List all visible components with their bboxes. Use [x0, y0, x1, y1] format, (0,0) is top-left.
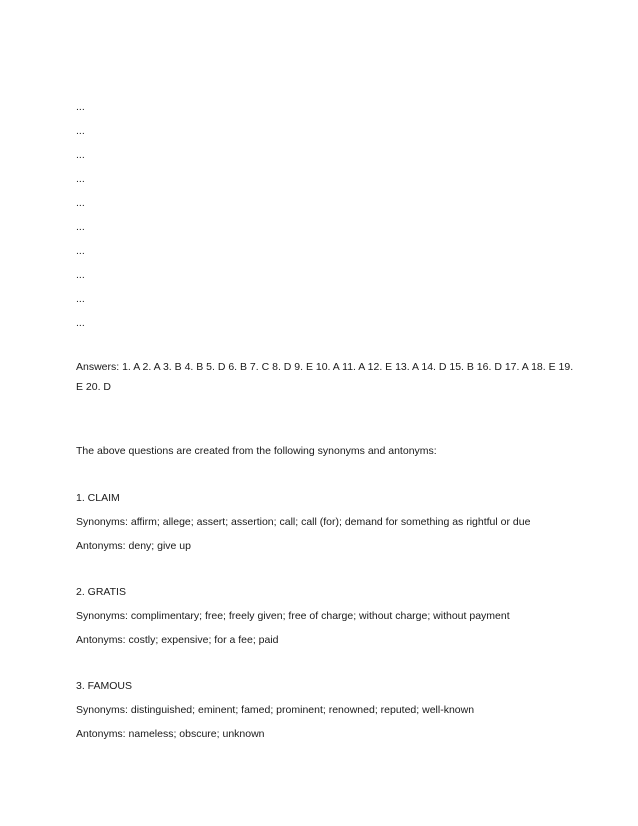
ellipsis-line: ...: [76, 173, 85, 185]
entry-heading: 3. FAMOUS: [76, 680, 133, 692]
entry-synonyms: Synonyms: complimentary; free; freely given; free of charge; without charge; without payment: [76, 610, 510, 622]
ellipsis-line: ...: [76, 149, 85, 161]
ellipsis-line: ...: [76, 269, 85, 281]
intro-text: The above questions are created from the following synonyms and antonyms:: [76, 445, 437, 457]
ellipsis-line: ...: [76, 197, 85, 209]
ellipsis-line: ...: [76, 125, 85, 137]
entry-antonyms: Antonyms: nameless; obscure; unknown: [76, 728, 265, 740]
ellipsis-line: ...: [76, 317, 85, 329]
entry-heading: 1. CLAIM: [76, 492, 120, 504]
entry-synonyms: Synonyms: distinguished; eminent; famed; prominent; renowned; reputed; well-known: [76, 704, 475, 716]
answer-key: Answers: 1. A 2. A 3. B 4. B 5. D 6. B 7. C 8. D 9. E 10. A 11. A 12. E 13. A 14. D 15. B 16. D 17. A 18. E 19. E 20. D: [76, 361, 574, 393]
ellipsis-line: ...: [76, 221, 85, 233]
entry-heading: 2. GRATIS: [76, 586, 126, 598]
ellipsis-line: ...: [76, 293, 85, 305]
entry-synonyms: Synonyms: affirm; allege; assert; assertion; call; call (for); demand for something as rightful or due: [76, 516, 531, 528]
ellipsis-line: ...: [76, 245, 85, 257]
entry-antonyms: Antonyms: costly; expensive; for a fee; paid: [76, 634, 279, 646]
ellipsis-line: ...: [76, 101, 85, 113]
entry-antonyms: Antonyms: deny; give up: [76, 540, 191, 552]
